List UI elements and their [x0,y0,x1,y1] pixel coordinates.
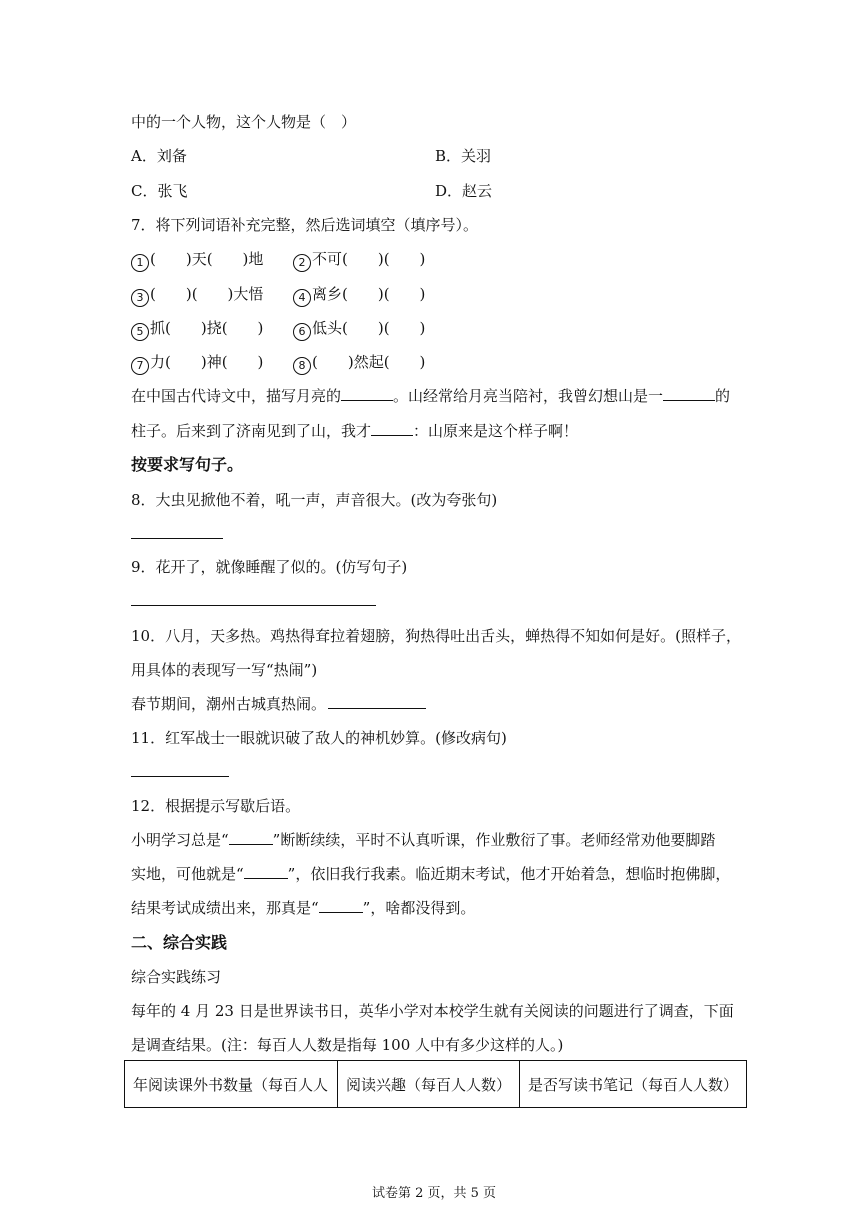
q7-item-text: 不可( )( ) [312,250,426,268]
answer-blank[interactable] [229,830,273,845]
q6-stem: 中的一个人物，这个人物是（ ） [131,113,357,131]
q7-item-7 [131,352,263,375]
text: 实地，可他就是“ [131,865,244,883]
q7-item-2 [293,249,425,272]
q8-answer-line[interactable] [131,538,223,539]
q12-line2 [131,864,730,884]
survey-table [124,1060,747,1108]
q12-stem: 12．根据提示写歇后语。 [131,797,301,815]
q9-answer-line[interactable] [131,605,376,606]
q7-fill-paragraph-line2 [131,421,578,441]
answer-blank[interactable] [341,386,393,401]
q6-option-a: A．刘备 [131,147,187,165]
q7-item-4 [293,284,425,307]
answer-blank[interactable] [663,386,715,401]
q9-stem: 9．花开了，就像睡醒了似的。(仿写句子) [131,558,408,576]
text: 小明学习总是“ [131,831,229,849]
q7-item-text: 离乡( )( ) [312,285,426,303]
page-footer: 试卷第 2 页，共 5 页 [371,1186,497,1201]
answer-blank[interactable] [319,898,363,913]
text: ：山原来是这个样子啊！ [413,422,579,440]
section2-paragraph-line1: 每年的 4 月 23 日是世界读书日，英华小学对本校学生就有关阅读的问题进行了调查，下面 [131,1002,734,1020]
q10-stem-line1: 10．八月，天多热。鸡热得耷拉着翅膀，狗热得吐出舌头，蝉热得不知如何是好。(照样子， [131,627,741,645]
q7-item-5 [131,318,263,341]
q6-option-b: B．关羽 [435,147,492,165]
text: 结果考试成绩出来，那真是“ [131,899,319,917]
text: 在中国古代诗文中，描写月亮的 [131,387,342,405]
circled-number: 2 [293,254,311,272]
q7-item-text: 力( )神( ) [150,353,264,371]
circled-number: 3 [131,289,149,307]
section2-subtitle: 综合实践练习 [131,968,222,986]
q7-fill-paragraph-line1 [131,386,730,406]
text: 春节期间，潮州古城真热闹。 [131,695,327,713]
circled-number: 1 [131,254,149,272]
circled-number: 7 [131,357,149,375]
circled-number: 4 [293,289,311,307]
q7-item-text: ( )( )大悟 [150,285,264,303]
q7-stem: 7．将下列词语补充完整，然后选词填空（填序号）。 [131,216,479,234]
circled-number: 6 [293,323,311,341]
q10-sentence [131,694,426,714]
text: 柱子。后来到了济南见到了山，我才 [131,422,372,440]
q7-item-6 [293,318,425,341]
q12-line3 [131,898,475,918]
text: ”，啥都没得到。 [362,899,476,917]
section2-paragraph-line2: 是调查结果。(注：每百人人数是指每 100 人中有多少这样的人。) [131,1036,564,1054]
answer-blank[interactable] [328,694,426,709]
table-header-cell: 阅读兴趣（每百人人数） [337,1061,519,1108]
section-heading: 按要求写句子。 [131,455,244,474]
text: ”断断续续，平时不认真听课，作业敷衍了事。老师经常劝他要脚踏 [272,831,716,849]
q7-item-3 [131,284,263,307]
q7-item-8 [293,352,425,375]
text: 的 [715,387,731,405]
q7-item-text: ( )天( )地 [150,250,264,268]
q11-stem: 11．红军战士一眼就识破了敌人的神机妙算。(修改病句) [131,729,507,747]
q10-stem-line2: 用具体的表现写一写“热闹”) [131,661,318,679]
table-header-row [125,1061,747,1108]
text: ”，依旧我行我素。临近期末考试，他才开始着急，想临时抱佛脚， [287,865,731,883]
q7-item-text: ( )然起( ) [312,353,426,371]
q6-option-d: D．赵云 [435,182,493,200]
table-header-cell: 年阅读课外书数量（每百人人 [125,1061,338,1108]
answer-blank[interactable] [244,864,288,879]
circled-number: 5 [131,323,149,341]
q8-stem: 8．大虫见掀他不着，吼一声，声音很大。(改为夸张句) [131,491,498,509]
q6-option-c: C．张飞 [131,182,188,200]
answer-blank[interactable] [371,421,413,436]
q11-answer-line[interactable] [131,776,229,777]
table-header-cell: 是否写读书笔记（每百人人数） [519,1061,746,1108]
q7-item-1 [131,249,263,272]
section2-title: 二、综合实践 [131,933,228,952]
text: 。山经常给月亮当陪衬，我曾幻想山是一 [393,387,664,405]
q7-item-text: 低头( )( ) [312,319,426,337]
circled-number: 8 [293,357,311,375]
q7-item-text: 抓( )挠( ) [150,319,264,337]
q12-line1 [131,830,715,850]
